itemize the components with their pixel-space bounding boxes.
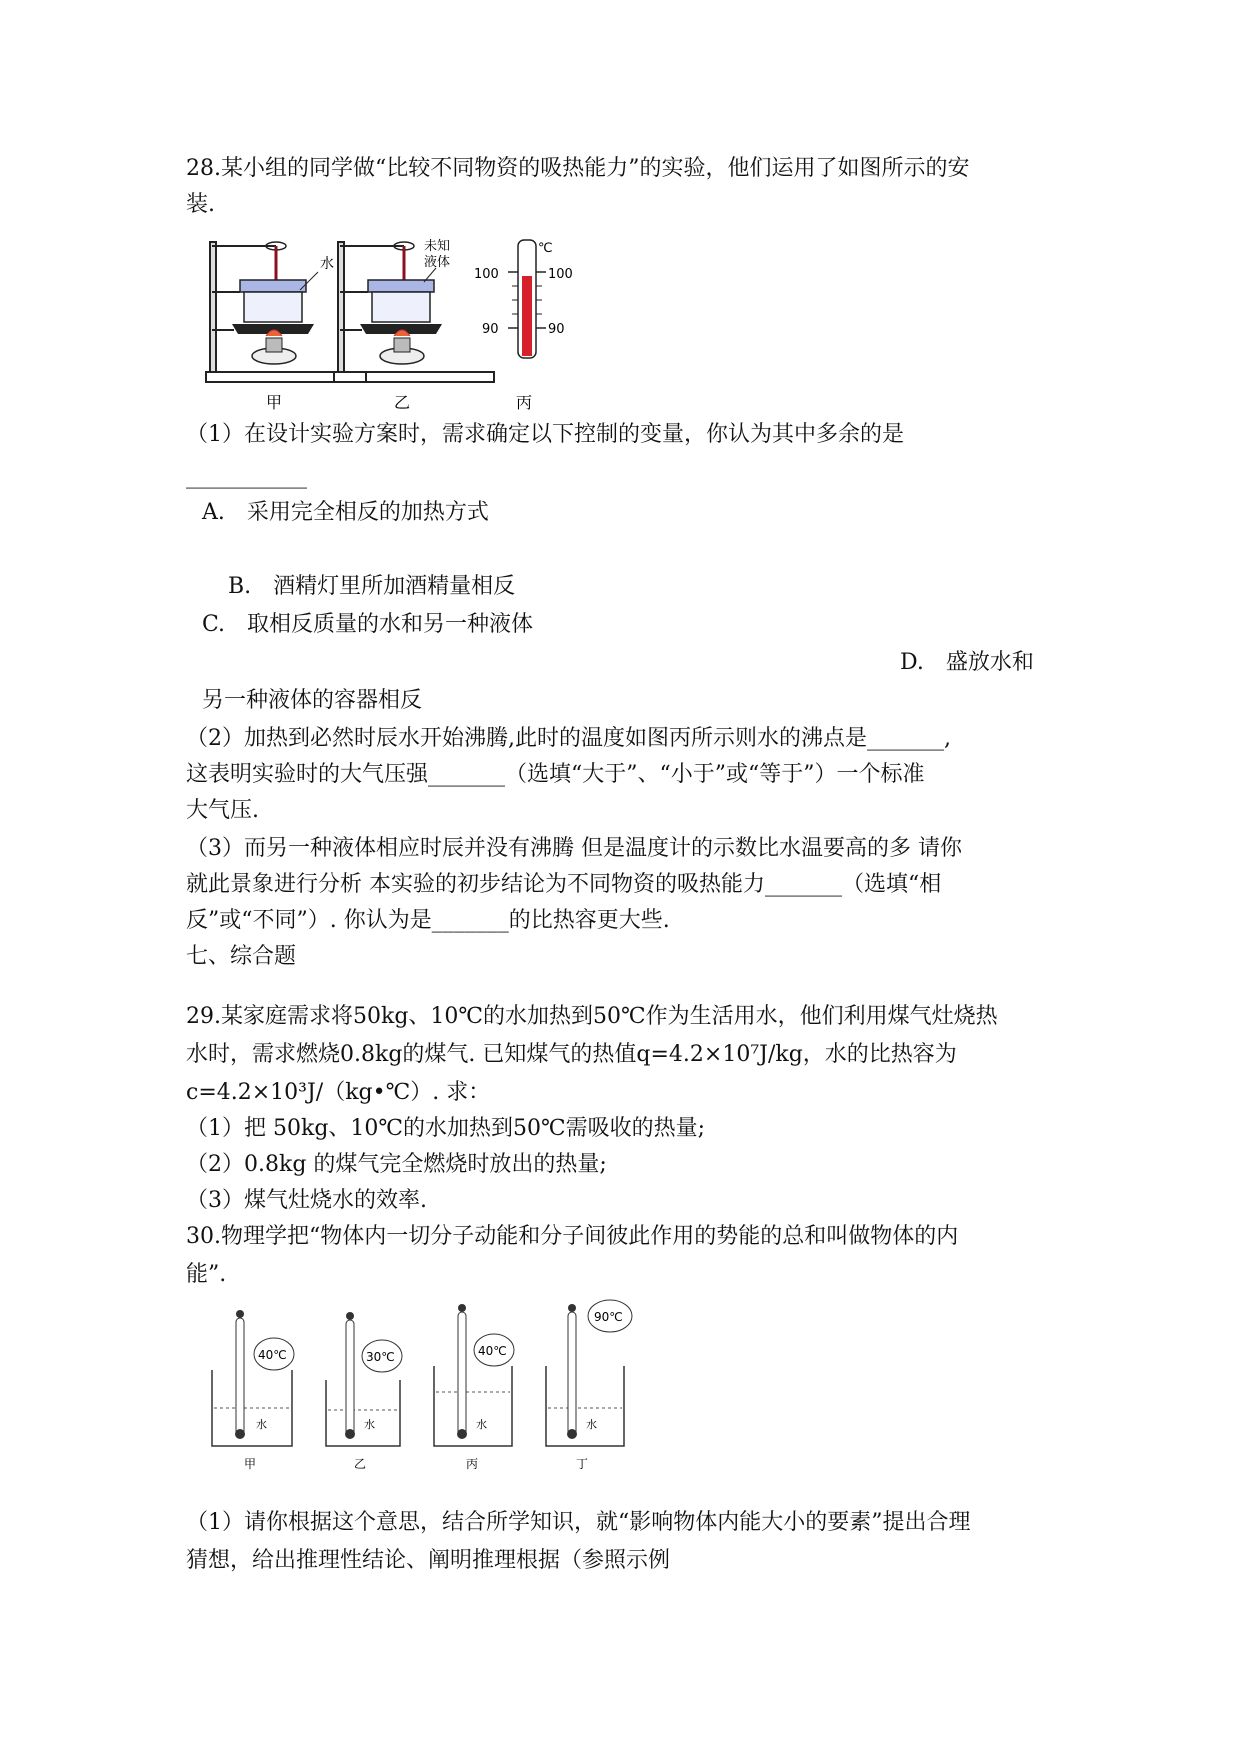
q28-option-d: D. 盛放水和 <box>900 650 1034 675</box>
q29-stem-line3: c=4.2×10³J/（kg•℃）. 求： <box>186 1080 491 1105</box>
caption-bing: 丙 <box>516 393 533 412</box>
thermometer-mercury <box>522 276 532 356</box>
tick-90-left: 90 <box>482 322 499 337</box>
q28-answer-blank: ___________ <box>186 464 307 489</box>
tick-100-left: 100 <box>474 267 499 282</box>
q28-stem-line2: 装. <box>186 192 215 217</box>
q28-part2-line2: 这表明实验时的大气压强_______（选填“大于”、“小于”或“等于”）一个标准 <box>186 762 925 787</box>
label-unknown-1: 未知 <box>424 239 451 254</box>
q28-apparatus-figure <box>196 232 586 412</box>
temp-label-3: 40℃ <box>478 1344 507 1358</box>
section-heading: 七、综合题 <box>186 944 297 969</box>
q30-beakers-figure <box>206 1296 666 1476</box>
label-water: 水 <box>320 256 334 272</box>
caption-4: 丁 <box>576 1457 589 1471</box>
q29-stem-line1: 29.某家庭需求将50kg、10℃的水加热到50℃作为生活用水，他们利用煤气灶烧热 <box>186 1004 998 1029</box>
q28-stem-line1: 28.某小组的同学做“比较不同物资的吸热能力”的实验，他们运用了如图所示的安 <box>186 156 970 181</box>
thermometer-bing <box>474 240 573 412</box>
q28-part3-line2: 就此景象进行分析 本实验的初步结论为不同物资的吸热能力_______（选填“相 <box>186 872 942 897</box>
label-unknown-2: 液体 <box>424 255 451 270</box>
beaker-yi <box>326 1312 402 1471</box>
beaker-ding <box>546 1300 632 1471</box>
tick-90-right: 90 <box>548 322 565 337</box>
q28-part3-line3: 反”或“不同”）. 你认为是_______的比热容更大些. <box>186 908 670 933</box>
caption-3: 丙 <box>466 1457 479 1471</box>
water-label-3: 水 <box>476 1418 487 1431</box>
q28-part3-line1: （3）而另一种液体相应时辰并没有沸腾 但是温度计的示数比水温要高的多 请你 <box>186 836 962 861</box>
q30-stem-line2: 能”. <box>186 1262 227 1287</box>
water-label-4: 水 <box>586 1418 597 1431</box>
q29-stem-line2: 水时，需求燃烧0.8kg的煤气. 已知煤气的热值q=4.2×10⁷J/kg，水的比热容为 <box>186 1042 957 1067</box>
water-label-1: 水 <box>256 1418 267 1431</box>
temp-label-1: 40℃ <box>258 1348 287 1362</box>
q28-part2-line3: 大气压. <box>186 798 259 823</box>
caption-1: 甲 <box>244 1457 257 1471</box>
caption-jia: 甲 <box>266 393 283 412</box>
apparatus-yi <box>334 238 494 412</box>
q30-part1-line2: 猜想，给出推理性结论、阐明推理根据（参照示例 <box>186 1548 671 1573</box>
caption-2: 乙 <box>354 1457 367 1471</box>
beaker-bing <box>434 1304 514 1471</box>
q30-part1-line1: （1）请你根据这个意思，结合所学知识，就“影响物体内能大小的要素”提出合理 <box>186 1510 971 1535</box>
q28-option-b: B. 酒精灯里所加酒精量相反 <box>228 574 516 599</box>
q30-stem-line1: 30.物理学把“物体内一切分子动能和分子间彼此作用的势能的总和叫做物体的内 <box>186 1224 959 1249</box>
q28-part2-line1: （2）加热到必然时辰水开始沸腾,此时的温度如图丙所示则水的沸点是_______, <box>186 726 951 751</box>
q28-option-d-cont: 另一种液体的容器相反 <box>202 688 423 713</box>
q28-option-a: A. 采用完全相反的加热方式 <box>202 500 489 525</box>
tick-100-right: 100 <box>548 267 573 282</box>
q28-part1: （1）在设计实验方案时，需求确定以下控制的变量，你认为其中多余的是 <box>186 422 904 447</box>
temp-label-2: 30℃ <box>366 1350 395 1364</box>
q29-sub3: （3）煤气灶烧水的效率. <box>186 1188 427 1213</box>
beaker-jia <box>212 1310 294 1471</box>
thermometer-unit: ℃ <box>538 241 553 256</box>
temp-label-4: 90℃ <box>594 1310 623 1324</box>
caption-yi: 乙 <box>394 393 411 412</box>
q28-option-c: C. 取相反质量的水和另一种液体 <box>202 612 534 637</box>
q29-sub1: （1）把 50kg、10℃的水加热到50℃需吸收的热量; <box>186 1116 706 1141</box>
q29-sub2: （2）0.8kg 的煤气完全燃烧时放出的热量; <box>186 1152 607 1177</box>
water-label-2: 水 <box>364 1418 375 1431</box>
